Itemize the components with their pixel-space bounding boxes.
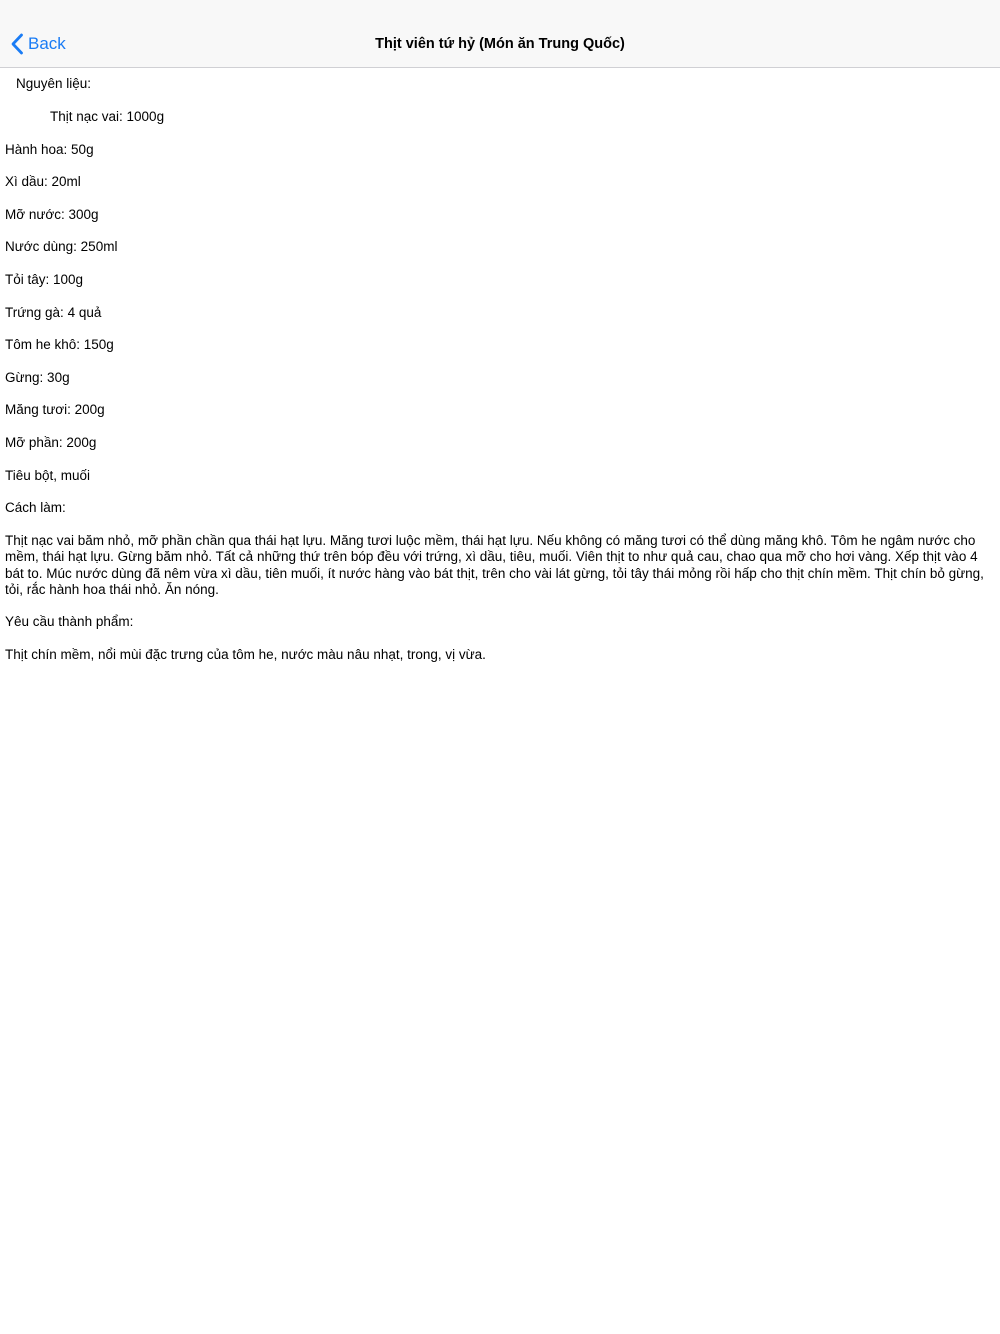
result-text: Thịt chín mềm, nổi mùi đặc trưng của tôm he, nước màu nâu nhạt, trong, vị vừa. [5,647,486,662]
ingredient-item: Xì dầu: 20ml [5,174,81,189]
chevron-left-icon [10,33,24,55]
ingredient-item: Tôm he khô: 150g [5,337,114,352]
ingredient-item: Mỡ phần: 200g [5,435,97,450]
ingredient-item: Hành hoa: 50g [5,142,94,157]
navigation-bar [0,0,1000,68]
ingredient-item: Gừng: 30g [5,370,70,385]
back-button[interactable] [10,30,66,58]
method-heading: Cách làm: [5,500,66,515]
ingredients-heading: Nguyên liệu: [16,76,92,91]
back-button-label: Back [28,34,66,53]
ingredient-item: Mỡ nước: 300g [5,207,99,222]
ingredient-item: Nước dùng: 250ml [5,239,118,254]
ingredient-item: Thịt nạc vai: 1000g [50,109,165,124]
result-heading: Yêu cầu thành phẩm: [5,614,134,629]
ingredient-item: Măng tươi: 200g [5,402,105,417]
page-title: Thịt viên tứ hỷ (Món ăn Trung Quốc) [375,36,625,52]
ingredient-item: Tỏi tây: 100g [5,272,84,287]
method-text: Thịt nạc vai băm nhỏ, mỡ phần chần qua thái hạt lựu. Măng tươi luộc mềm, thái hạt lựu. Nếu không có măng tươi có thể dùng măng khô. Tôm he ngâm nước cho mềm, thái hạt lựu. Gừng băm nhỏ. Tất cả những thứ trên bóp đều với trứng, xì dầu, tiêu, muối. Viên thịt to như quả cau, chao qua mỡ cho hơi vàng. Xếp thịt vào 4 bát to. Múc nước dùng đã nêm vừa xì dầu, tiên muối, ít nước hàng vào bát thịt, trên cho vài lát gừng, tỏi tây thái mỏng rồi hấp cho thịt chín mềm. Thịt chín bỏ gừng, tỏi, rắc hành hoa thái nhỏ. Ăn nóng. [5,533,984,597]
ingredient-item: Tiêu bột, muối [5,468,91,483]
ingredient-item: Trứng gà: 4 quả [5,305,102,320]
